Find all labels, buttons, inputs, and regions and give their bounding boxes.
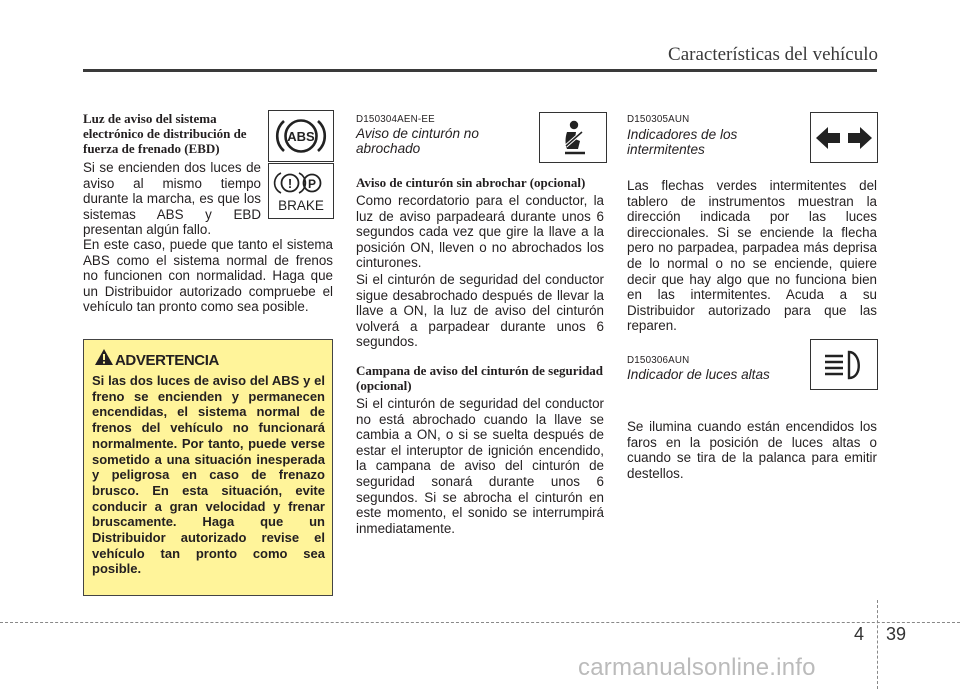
section-number: 4	[854, 624, 865, 644]
svg-text:P: P	[307, 177, 317, 191]
seatbelt-heading: Aviso de cinturón no abrochado	[356, 126, 479, 156]
seatbelt-warning-icon	[539, 112, 607, 163]
warning-triangle-icon	[94, 348, 114, 371]
ebd-paragraph-1: Si se encienden dos luces de aviso al mismo tiempo durante la marcha, es que los sistemas ABS y EBD presentan algún fallo.	[83, 160, 261, 238]
high-beam-paragraph: Se ilumina cuando están encendidos los faros en la posición de luces altas o cuando se tira de la palanca para emitir destellos.	[627, 419, 877, 481]
high-beam-section-code: D150306AUN	[627, 355, 690, 366]
turn-signal-heading: Indicadores de los intermitentes	[627, 127, 738, 157]
seatbelt-content	[356, 175, 604, 536]
ebd-paragraph-2: En este caso, puede que tanto el sistema ABS como el sistema normal de frenos no funcionen con normalidad. Haga que un Distribuidor autorizado compruebe el vehículo tan pronto como sea posible.	[83, 237, 333, 315]
ebd-heading: Luz de aviso del sistema electrónico de distribución de fuerza de frenado (EBD)	[83, 111, 247, 156]
svg-text:!: !	[287, 176, 293, 191]
warning-title: ADVERTENCIA	[115, 352, 219, 369]
abs-icon-text: ABS	[287, 129, 315, 144]
high-beam-heading: Indicador de luces altas	[627, 367, 770, 382]
high-beam-icon	[810, 339, 878, 390]
seatbelt-subheading-1: Aviso de cinturón sin abrochar (opcional)	[356, 175, 586, 190]
page-header-title: Características del vehículo	[668, 44, 878, 65]
seatbelt-paragraph-1: Como recordatorio para el conductor, la luz de aviso parpadeará durante unos 6 segundos cada vez que gire la llave a la posición ON, lleven o no abrochados los cinturones.	[356, 193, 604, 271]
watermark: carmanualsonline.info	[578, 654, 816, 681]
footer-rule	[0, 622, 960, 623]
page-number-divider	[877, 600, 878, 689]
brake-icon-text: BRAKE	[278, 198, 324, 213]
ebd-intro	[83, 111, 261, 238]
seatbelt-paragraph-2: Si el cinturón de seguridad del conductor sigue desabrochado después de llevar la llave a ON, la luz de aviso del cinturón volverá a parpadear durante unos 6 segundos.	[356, 271, 604, 350]
header-rule	[83, 69, 877, 72]
brake-warning-icon	[268, 163, 334, 219]
turn-signal-arrows-icon	[810, 112, 878, 163]
page-number: 39	[886, 624, 907, 644]
turn-signal-paragraph: Las flechas verdes intermitentes del tablero de instrumentos muestran la dirección indicada por las luces direccionales. Si se enciende la flecha pero no parpadea, parpadea más deprisa de lo normal o no se enciende, quiere decir que hay algo que no funciona bien en las intermitentes. Acuda a su Distribuidor autorizado para que las reparen.	[627, 178, 877, 334]
seatbelt-section-code: D150304AEN-EE	[356, 114, 435, 125]
seatbelt-subheading-2: Campana de aviso del cinturón de seguridad (opcional)	[356, 362, 604, 393]
warning-box	[83, 339, 333, 596]
turn-signal-section-code: D150305AUN	[627, 114, 690, 125]
warning-body: Si las dos luces de aviso del ABS y el freno se encienden y permanecen encendidas, el sistema normal de frenos del vehículo no funcionará normalmente. Por tanto, puede verse sometido a una situación inesperada y peligrosa en caso de frenazo brusco. En esta situación, evite conducir a gran velocidad y frenar bruscamente. Haga que un Distribuidor autorizado revise el vehículo tan pronto como sea posible.	[92, 373, 325, 577]
seatbelt-paragraph-3: Si el cinturón de seguridad del conductor no está abrochado cuando la llave se cambia a ON, o si se suelta después de estar el interuptor de ignición encendido, la campana de aviso del cinturón de seguridad sonará durante unos 6 segundos. Si se abrocha el cinturón en este momento, el sonido se interrumpirá inmediatamente.	[356, 395, 604, 536]
abs-warning-icon	[268, 110, 334, 162]
